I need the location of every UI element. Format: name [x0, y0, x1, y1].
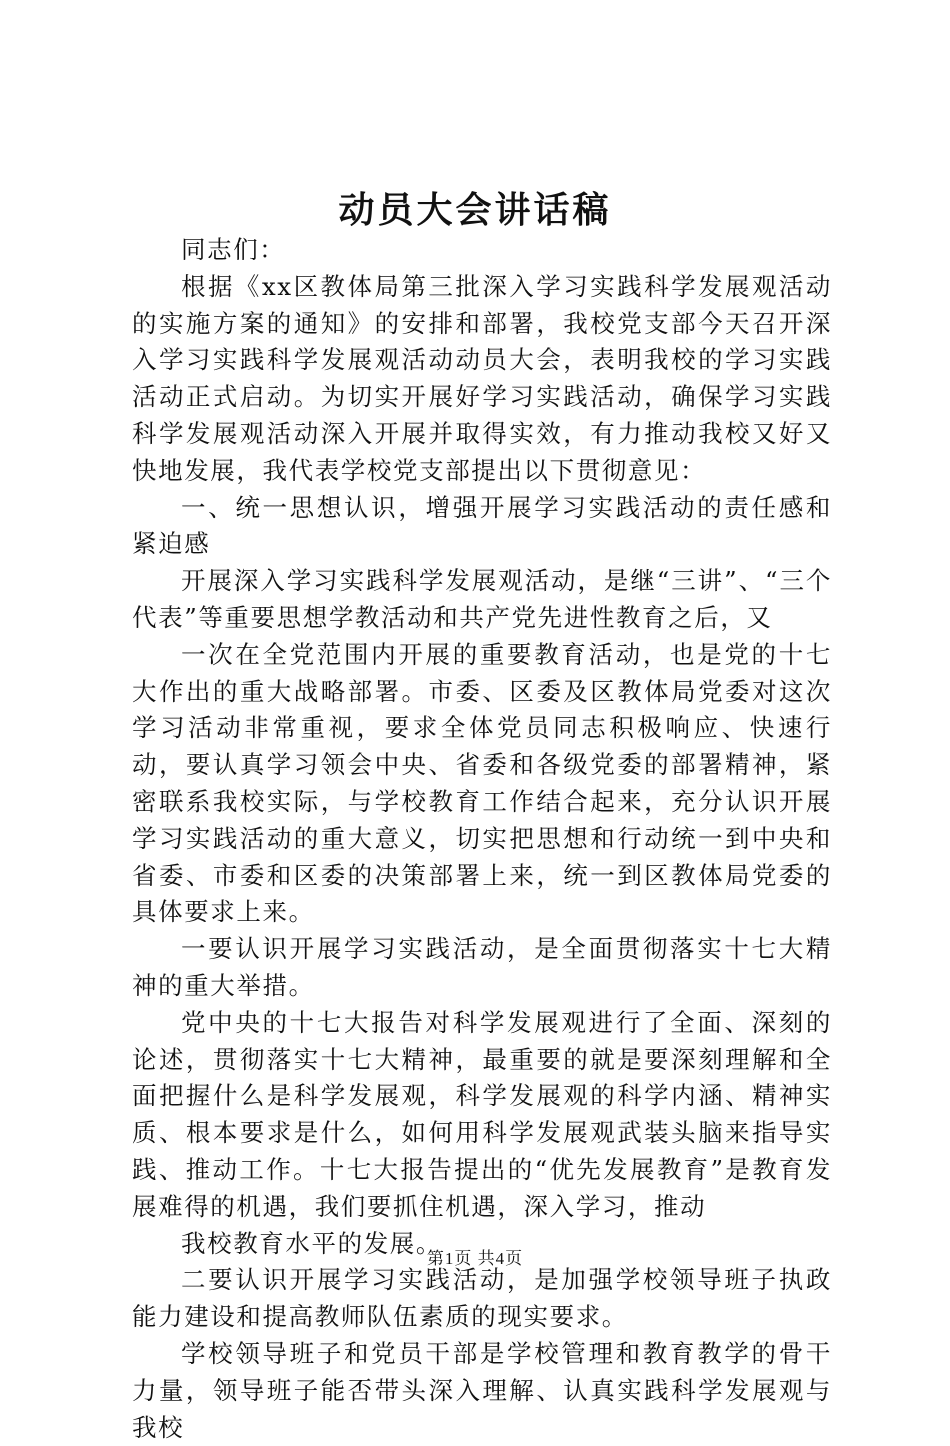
- paragraph: 二要认识开展学习实践活动，是加强学校领导班子执政能力建设和提高教师队伍素质的现实要求。: [132, 1265, 832, 1332]
- paragraph: 根据《xx区教体局第三批深入学习实践科学发展观活动的实施方案的通知》的安排和部署，我校党支部今天召开深入学习实践科学发展观活动动员大会，表明我校的学习实践活动正式启动。为切实开展好学习实践活动，确保学习实践科学发展观活动深入开展并取得实效，有力推动我校又好又快地发展，我代表学校党支部提出以下贯彻意见：: [132, 271, 832, 485]
- paragraph: 我校教育水平的发展。: [181, 1228, 442, 1258]
- paragraph-salutation: 同志们：: [181, 235, 286, 264]
- paragraph: 党中央的十七大报告对科学发展观进行了全面、深刻的论述，贯彻落实十七大精神，最重要的就是要深刻理解和全面把握什么是科学发展观，科学发展观的科学内涵、精神实质、根本要求是什么，如何用科学发展观武装头脑来指导实践、推动工作。十七大报告提出的“优先发展教育”是教育发展难得的机遇，我们要抓住机遇，深入学习，推动: [132, 1007, 832, 1221]
- paragraph: 一要认识开展学习实践活动，是全面贯彻落实十七大精神的重大举措。: [132, 934, 832, 1000]
- page-number-footer: 第1页 共4页: [426, 1249, 524, 1268]
- paragraph: 开展深入学习实践科学发展观活动，是继“三讲”、“三个代表”等重要思想学教活动和共产党先进性教育之后，又: [132, 566, 832, 632]
- section-heading: 一、统一思想认识，增强开展学习实践活动的责任感和紧迫感: [132, 492, 832, 559]
- document-title: 动员大会讲话稿: [338, 189, 612, 231]
- paragraph: 学校领导班子和党员干部是学校管理和教育教学的骨干力量，领导班子能否带头深入理解、认真实践科学发展观与我校: [132, 1338, 832, 1442]
- paragraph: 一次在全党范围内开展的重要教育活动，也是党的十七大作出的重大战略部署。市委、区委及区教体局党委对这次学习活动非常重视，要求全体党员同志积极响应、快速行动，要认真学习领会中央、省委和各级党委的部署精神，紧密联系我校实际，与学校教育工作结合起来，充分认识开展学习实践活动的重大意义，切实把思想和行动统一到中央和省委、市委和区委的决策部署上来，统一到区教体局党委的具体要求上来。: [132, 639, 832, 927]
